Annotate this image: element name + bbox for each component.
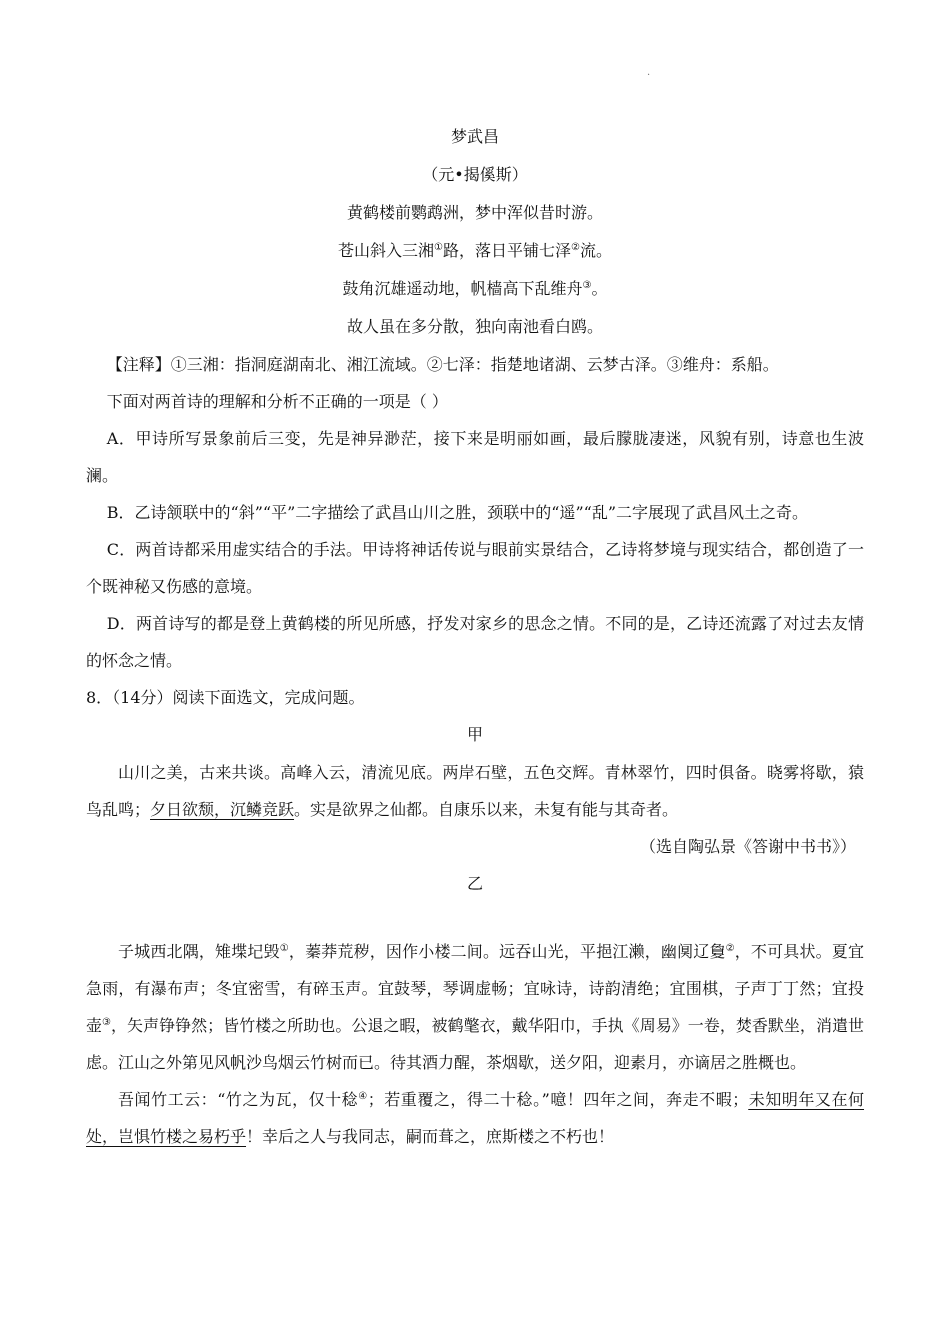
passage-text: 吾闻竹工云：“竹之为瓦，仅十稔 bbox=[118, 1090, 359, 1109]
poem-text: 苍山斜入三湘 bbox=[338, 241, 435, 260]
passage-text: 子城西北隅，雉堞圮毁 bbox=[118, 942, 280, 961]
footnote-mark: ④ bbox=[358, 1091, 368, 1102]
poem-text: 鼓角沉雄遥动地，帆樯高下乱维舟 bbox=[342, 279, 583, 298]
passage-text: ，蓁莽荒秽，因作小楼二间。远吞山光，平挹江濑，幽阒辽敻 bbox=[288, 942, 726, 961]
poem-line-1: 黄鹤楼前鹦鹉洲，梦中浑似昔时游。 bbox=[346, 203, 603, 222]
passage-jia-heading: 甲 bbox=[466, 725, 483, 744]
passage-jia-source: （选自陶弘景《答谢中书书》） bbox=[639, 837, 856, 856]
poem-text: 流。 bbox=[579, 241, 612, 260]
poem-author: （元•揭傒斯） bbox=[422, 165, 528, 184]
footnote-mark: ① bbox=[434, 242, 443, 253]
poem-text: 。 bbox=[591, 279, 608, 298]
footnote-mark: ② bbox=[571, 242, 580, 253]
footnote-mark: ② bbox=[725, 943, 735, 954]
passage-yi-paragraph-2 bbox=[86, 1081, 864, 1155]
option-c: C．两首诗都采用虚实结合的手法。甲诗将神话传说与眼前实景结合，乙诗将梦境与现实结合，都创造了一个既神秘又伤感的意境。 bbox=[86, 540, 864, 596]
passage-text: 。实是欲界之仙都。自康乐以来，未复有能与其奇者。 bbox=[294, 800, 679, 819]
passage-text: ，不可具状。夏宜急雨，有瀑布声；冬宜密雪，有碎玉声。宜鼓琴，琴调虚畅；宜咏诗，诗韵清绝；宜围棋，子声丁丁然；宜投壶 bbox=[86, 942, 864, 1035]
passage-yi-heading: 乙 bbox=[466, 874, 483, 893]
underlined-sentence: 未知明年又在何处，岂惧竹楼之易朽乎 bbox=[86, 1090, 865, 1146]
underlined-sentence: 夕日欲颓，沉鳞竞跃 bbox=[150, 800, 295, 819]
passage-yi-paragraph-1 bbox=[86, 933, 864, 1081]
option-b: B．乙诗颔联中的“斜”“平”二字描绘了武昌山川之胜，颈联中的“遥”“乱”二字展现了武昌风土之奇。 bbox=[106, 503, 808, 522]
passage-text: 山川之美，古来共谈。高峰入云，清流见底。两岸石壁，五色交辉。青林翠竹，四时俱备。晓雾将歇，猿鸟乱鸣； bbox=[86, 763, 864, 819]
footnote-mark: ③ bbox=[102, 1017, 112, 1028]
passage-text: ！幸后之人与我同志，嗣而葺之，庶斯楼之不朽也！ bbox=[246, 1127, 615, 1146]
question-7-stem: 下面对两首诗的理解和分析不正确的一项是（ ） bbox=[106, 392, 448, 411]
poem-line-4: 故人虽在多分散，独向南池看白鸥。 bbox=[346, 317, 603, 336]
option-a: A．甲诗所写景象前后三变，先是神异渺茫，接下来是明丽如画，最后朦胧凄迷，风貌有别，诗意也生波澜。 bbox=[86, 429, 864, 485]
question-8-stem: 8．（14分）阅读下面选文，完成问题。 bbox=[86, 688, 365, 707]
poem-line-3 bbox=[86, 270, 864, 308]
passage-text: ；若重覆之，得二十稔。”噫！四年之间，奔走不暇； bbox=[367, 1090, 749, 1109]
passage-text: ，矢声铮铮然；皆竹楼之所助也。公退之暇，被鹤氅衣，戴华阳巾，手执《周易》一卷，焚香默坐，消遣世虑。江山之外第见风帆沙鸟烟云竹树而已。待其酒力醒，茶烟歇，送夕阳，迎素月，亦谪居之胜概也。 bbox=[86, 1016, 864, 1072]
corner-mark: · bbox=[647, 70, 651, 81]
poem-line-2 bbox=[86, 232, 864, 270]
footnote-mark: ③ bbox=[582, 280, 592, 291]
footnote-mark: ① bbox=[279, 943, 289, 954]
option-d: D．两首诗写的都是登上黄鹤楼的所见所感，抒发对家乡的思念之情。不同的是，乙诗还流露了对过去友情的怀念之情。 bbox=[86, 614, 864, 670]
poem-title: 梦武昌 bbox=[450, 127, 499, 146]
poem-notes: 【注释】①三湘：指洞庭湖南北、湘江流域。②七泽：指楚地诸湖、云梦古泽。③维舟：系船。 bbox=[106, 355, 779, 374]
document-page bbox=[86, 118, 864, 1155]
poem-text: 路，落日平铺七泽 bbox=[442, 241, 571, 260]
passage-jia-text bbox=[86, 754, 864, 828]
